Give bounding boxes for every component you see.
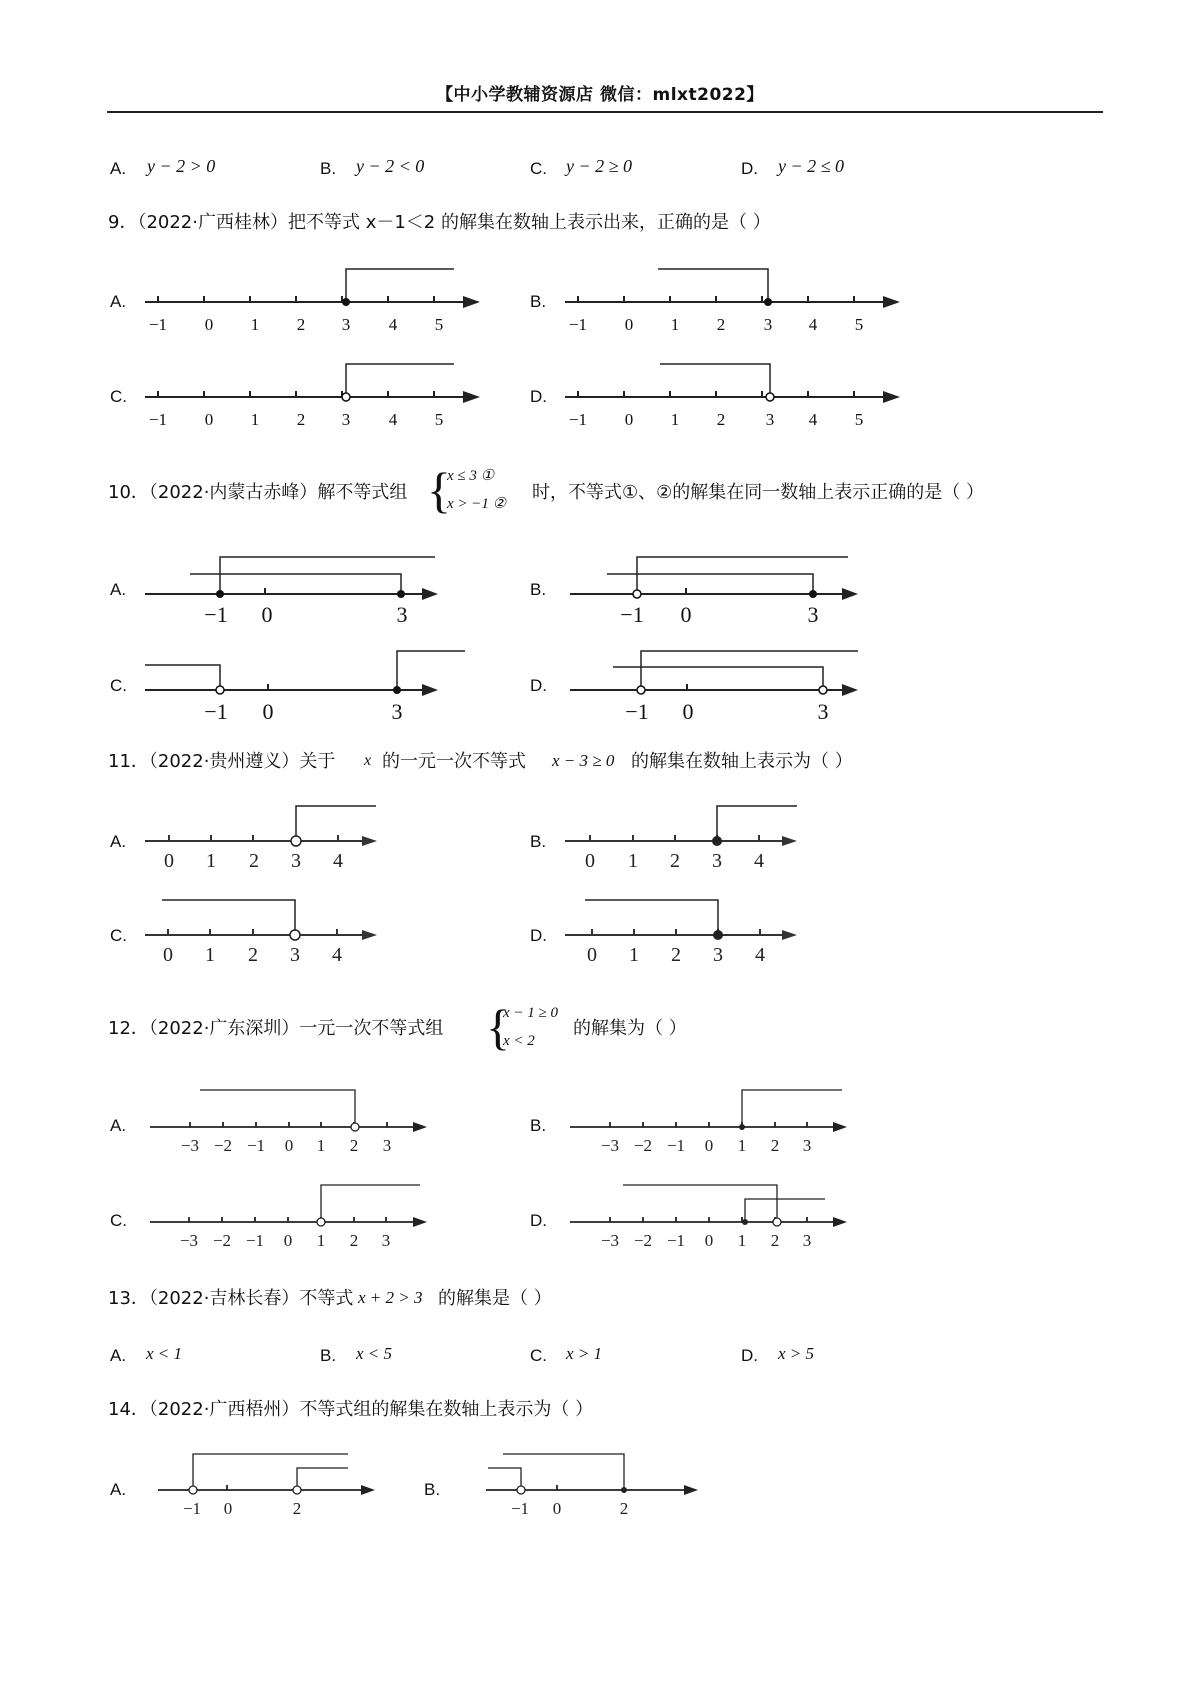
- tick-label: 3: [291, 850, 301, 870]
- tick-label: 0: [163, 944, 173, 964]
- tick-label: 0: [223, 1499, 233, 1518]
- tick-label: 0: [204, 410, 214, 429]
- tick-label: 2: [619, 1499, 629, 1518]
- q12-option-a-letter: A.: [110, 1116, 127, 1135]
- tick-label: 5: [854, 315, 864, 334]
- tick-label: 3: [290, 944, 300, 964]
- q12-option-c-letter: C.: [110, 1211, 127, 1230]
- tick-label: −1: [666, 1136, 686, 1155]
- tick-label: −1: [568, 410, 588, 429]
- q14-stem: 14．（2022·广西梧州）不等式组的解集在数轴上表示为（ ）: [108, 1399, 594, 1420]
- tick-label: 0: [552, 1499, 562, 1518]
- q11-stem-suffix: 的解集在数轴上表示为（ ）: [631, 751, 853, 772]
- tick-label: −2: [633, 1136, 653, 1155]
- tick-label: 2: [292, 1499, 302, 1518]
- q11-stem-middle: 的一元一次不等式: [382, 751, 526, 772]
- q13-stem-prefix: 13．（2022·吉林长春）不等式: [108, 1288, 354, 1309]
- tick-label: −1: [246, 1136, 266, 1155]
- q9-option-a-letter: A.: [110, 292, 127, 311]
- tick-label: 0: [680, 602, 692, 627]
- tick-label: 3: [763, 315, 773, 334]
- tick-label: 2: [248, 944, 258, 964]
- tick-label: 2: [670, 850, 680, 870]
- tick-label: 2: [249, 850, 259, 870]
- tick-label: 1: [316, 1136, 326, 1155]
- tick-label: 3: [381, 1231, 391, 1250]
- tick-label: 2: [349, 1231, 359, 1250]
- tick-label: 3: [396, 602, 408, 627]
- q8-option-c-letter: C.: [530, 159, 547, 178]
- tick-label: 0: [682, 699, 694, 724]
- tick-label: 1: [628, 850, 638, 870]
- q14-option-a-numberline: [150, 1448, 380, 1518]
- q13-option-b-expr: x < 5: [356, 1344, 393, 1363]
- tick-label: −3: [179, 1231, 199, 1250]
- q9-option-d-numberline: [555, 357, 905, 435]
- q11-option-d-letter: D.: [530, 926, 547, 945]
- tick-label: −2: [213, 1136, 233, 1155]
- q12-option-d-letter: D.: [530, 1211, 547, 1230]
- q10-stem-suffix: 时，不等式①、②的解集在同一数轴上表示正确的是（ ）: [532, 482, 984, 503]
- q10-system-brace: {: [427, 462, 451, 518]
- q14-option-b-numberline: [478, 1448, 708, 1518]
- q10-stem-prefix: 10．（2022·内蒙古赤峰）解不等式组: [108, 482, 408, 503]
- q9-b-solid-dot: [764, 298, 772, 306]
- tick-label: 3: [807, 602, 819, 627]
- tick-label: 4: [808, 315, 818, 334]
- tick-label: −1: [245, 1231, 265, 1250]
- tick-label: −1: [148, 315, 168, 334]
- page-header: 【中小学教辅资源店 微信：mlxt2022】: [436, 85, 764, 105]
- tick-label: 3: [341, 410, 351, 429]
- q8-option-a-expr: y − 2 > 0: [147, 156, 216, 176]
- q9-option-a-numberline: [135, 262, 485, 340]
- q8-option-d-expr: y − 2 ≤ 0: [778, 156, 845, 176]
- q13-option-d-expr: x > 5: [778, 1344, 815, 1363]
- q8-option-d-letter: D.: [741, 159, 758, 178]
- q13-inequality: x + 2 > 3: [358, 1288, 423, 1307]
- tick-label: 4: [755, 944, 765, 964]
- q12-system-line2: x < 2: [503, 1033, 535, 1049]
- q10-option-c-numberline: [140, 645, 470, 725]
- q11-option-c-numberline: [140, 894, 380, 964]
- q13-option-c-letter: C.: [530, 1346, 547, 1365]
- tick-label: 4: [388, 315, 398, 334]
- tick-label: 4: [754, 850, 764, 870]
- tick-label: 0: [284, 1136, 294, 1155]
- q11-option-b-numberline: [560, 800, 800, 870]
- q10-option-a-numberline: [140, 548, 450, 628]
- tick-label: 3: [802, 1136, 812, 1155]
- header-divider: [107, 111, 1103, 113]
- q12-stem-prefix: 12．（2022·广东深圳）一元一次不等式组: [108, 1018, 444, 1039]
- q13-option-c-expr: x > 1: [566, 1344, 603, 1363]
- q10-option-b-numberline: [565, 548, 875, 628]
- q10-option-d-numberline: [565, 645, 875, 725]
- q8-option-b-expr: y − 2 < 0: [356, 156, 425, 176]
- tick-label: 3: [712, 850, 722, 870]
- q10-system-line2: x > −1 ②: [447, 496, 507, 512]
- q12-option-d-numberline: [565, 1180, 855, 1250]
- tick-label: 4: [808, 410, 818, 429]
- tick-label: 0: [587, 944, 597, 964]
- tick-label: 0: [164, 850, 174, 870]
- q9-option-b-letter: B.: [530, 292, 547, 311]
- tick-label: 0: [261, 602, 273, 627]
- tick-label: 1: [250, 315, 260, 334]
- tick-label: 1: [205, 944, 215, 964]
- q12-option-b-letter: B.: [530, 1116, 547, 1135]
- tick-label: 1: [316, 1231, 326, 1250]
- q12-option-b-numberline: [565, 1085, 855, 1155]
- tick-label: −1: [620, 602, 644, 627]
- q12-option-a-numberline: [145, 1085, 435, 1155]
- q8-option-c-expr: y − 2 ≥ 0: [566, 156, 633, 176]
- tick-label: 2: [296, 410, 306, 429]
- q9-option-b-numberline: [555, 262, 905, 340]
- tick-label: −1: [148, 410, 168, 429]
- tick-label: −1: [510, 1499, 530, 1518]
- tick-label: 3: [382, 1136, 392, 1155]
- q11-option-b-letter: B.: [530, 832, 547, 851]
- tick-label: 1: [670, 410, 680, 429]
- tick-label: 2: [716, 410, 726, 429]
- tick-label: 3: [802, 1231, 812, 1250]
- tick-label: −2: [633, 1231, 653, 1250]
- tick-label: 5: [434, 315, 444, 334]
- tick-label: 4: [332, 944, 342, 964]
- tick-label: 1: [670, 315, 680, 334]
- q11-inequality: x − 3 ≥ 0: [552, 751, 615, 770]
- q13-stem-suffix: 的解集是（ ）: [438, 1288, 552, 1309]
- tick-label: 4: [333, 850, 343, 870]
- tick-label: 0: [704, 1231, 714, 1250]
- tick-label: 1: [206, 850, 216, 870]
- tick-label: 3: [391, 699, 403, 724]
- q10-system-line1: x ≤ 3 ①: [447, 468, 495, 484]
- tick-label: 0: [704, 1136, 714, 1155]
- tick-label: 4: [388, 410, 398, 429]
- q14-option-b-letter: B.: [424, 1480, 441, 1499]
- tick-label: −2: [212, 1231, 232, 1250]
- tick-label: 3: [713, 944, 723, 964]
- tick-label: 5: [854, 410, 864, 429]
- tick-label: −1: [182, 1499, 202, 1518]
- q13-option-d-letter: D.: [741, 1346, 758, 1365]
- q11-option-d-numberline: [560, 894, 800, 964]
- tick-label: 1: [737, 1231, 747, 1250]
- q11-stem-prefix: 11．（2022·贵州遵义）关于: [108, 751, 336, 772]
- tick-label: −3: [600, 1136, 620, 1155]
- tick-label: 0: [204, 315, 214, 334]
- tick-label: −1: [568, 315, 588, 334]
- tick-label: −3: [600, 1231, 620, 1250]
- tick-label: 0: [624, 315, 634, 334]
- tick-label: 0: [585, 850, 595, 870]
- q12-stem-suffix: 的解集为（ ）: [573, 1018, 687, 1039]
- tick-label: 1: [629, 944, 639, 964]
- q11-option-c-letter: C.: [110, 926, 127, 945]
- q13-option-a-letter: A.: [110, 1346, 127, 1365]
- q12-system-line1: x − 1 ≥ 0: [503, 1005, 559, 1021]
- q13-option-a-expr: x < 1: [146, 1344, 183, 1363]
- tick-label: 2: [349, 1136, 359, 1155]
- q12-system-brace: {: [486, 999, 510, 1055]
- q9-a-solid-dot: [342, 298, 350, 306]
- q9-stem: 9．（2022·广西桂林）把不等式 x－1＜2 的解集在数轴上表示出来，正确的是（ ）: [108, 212, 771, 233]
- tick-label: 1: [250, 410, 260, 429]
- tick-label: 3: [341, 315, 351, 334]
- q11-option-a-letter: A.: [110, 832, 127, 851]
- tick-label: 2: [671, 944, 681, 964]
- q13-option-b-letter: B.: [320, 1346, 337, 1365]
- q8-option-a-letter: A.: [110, 159, 127, 178]
- tick-label: 0: [262, 699, 274, 724]
- q10-option-b-letter: B.: [530, 580, 547, 599]
- q9-option-c-numberline: [135, 357, 485, 435]
- q12-option-c-numberline: [145, 1180, 435, 1250]
- tick-label: 2: [296, 315, 306, 334]
- tick-label: 1: [737, 1136, 747, 1155]
- tick-label: 2: [770, 1136, 780, 1155]
- tick-label: −1: [204, 699, 228, 724]
- q9-d-hollow-dot: [766, 393, 774, 401]
- q11-var: x: [364, 752, 372, 769]
- q9-option-d-letter: D.: [530, 387, 547, 406]
- tick-label: −1: [666, 1231, 686, 1250]
- tick-label: 0: [283, 1231, 293, 1250]
- tick-label: −1: [204, 602, 228, 627]
- q8-option-b-letter: B.: [320, 159, 337, 178]
- tick-label: 2: [716, 315, 726, 334]
- q10-option-d-letter: D.: [530, 676, 547, 695]
- tick-label: 2: [770, 1231, 780, 1250]
- q10-option-a-letter: A.: [110, 580, 127, 599]
- tick-label: −1: [625, 699, 649, 724]
- q10-option-c-letter: C.: [110, 676, 127, 695]
- q14-option-a-letter: A.: [110, 1480, 127, 1499]
- q9-option-c-letter: C.: [110, 387, 127, 406]
- tick-label: −3: [180, 1136, 200, 1155]
- tick-label: 5: [434, 410, 444, 429]
- tick-label: 0: [624, 410, 634, 429]
- q11-option-a-numberline: [140, 800, 380, 870]
- tick-label: 3: [765, 410, 775, 429]
- q9-c-hollow-dot: [342, 393, 350, 401]
- tick-label: 3: [817, 699, 829, 724]
